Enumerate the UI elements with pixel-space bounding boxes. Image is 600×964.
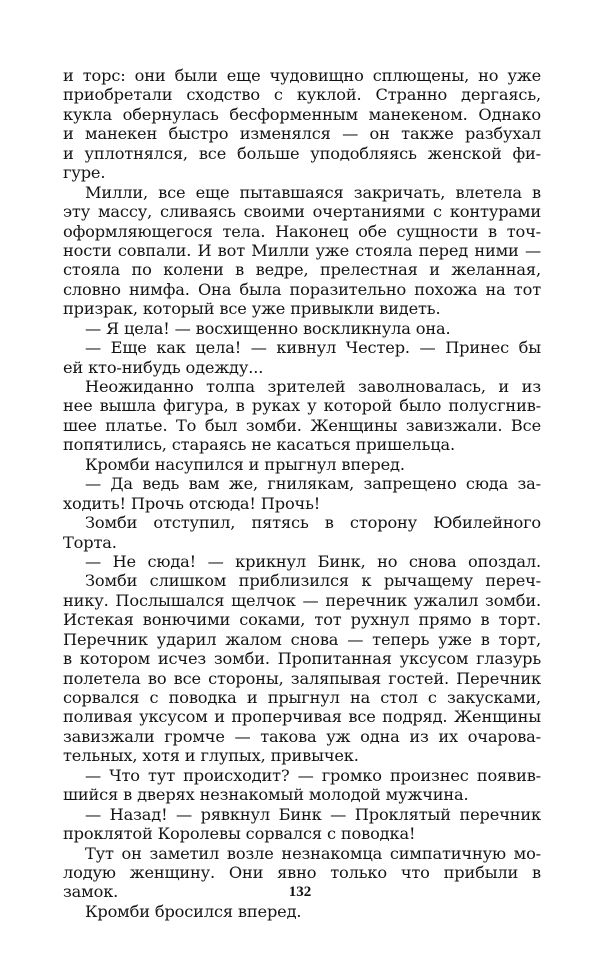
text-line: словно нимфа. Она была поразительно похожа на тот [63, 279, 541, 299]
text-line: нику. Послышался щелчок — перечник ужалил зомби. [63, 590, 541, 610]
text-line: шийся в дверях незнакомый молодой мужчина. [63, 785, 469, 805]
text-line: оформляющегося тела. Наконец обе сущности в точ- [63, 221, 541, 241]
text-line: Зомби отступил, пятясь в сторону Юбилейного [85, 513, 541, 533]
text-line: Кромби насупился и прыгнул вперед. [85, 454, 405, 474]
text-line: — Назад! — рявкнул Бинк — Проклятый перечник [85, 804, 541, 824]
text-line: Кромби бросился вперед. [85, 901, 302, 921]
text-line: ности совпали. И вот Милли уже стояла перед ними — [63, 240, 541, 260]
text-line: Милли, все еще пытавшаяся закричать, влетела в [85, 182, 541, 202]
text-line: тельных, хотя и глупых, привычек. [63, 746, 359, 766]
text-line: поливая уксусом и проперчивая все подряд. Женщины [63, 707, 541, 727]
text-line: завизжали громче — такова уж одна из их очарова- [63, 726, 541, 746]
text-line: ходить! Прочь отсюда! Прочь! [63, 493, 321, 513]
text-line: замок. [63, 882, 119, 902]
text-line: кукла обернулась бесформенным манекеном. Однако [63, 104, 541, 124]
text-line: полетела во все стороны, заляпывая гостей. Перечник [63, 668, 541, 688]
text-line: стояла по колени в ведре, прелестная и желанная, [63, 260, 541, 280]
text-line: лодую женщину. Они явно только что прибыли в [63, 862, 541, 882]
text-line: в котором исчез зомби. Пропитанная уксусом глазурь [63, 649, 541, 669]
text-line: Тут он заметил возле незнакомца симпатичную мо- [85, 843, 541, 863]
text-line: — Да ведь вам же, гнилякам, запрещено сюда за- [85, 474, 541, 494]
text-line: Перечник ударил жалом снова — теперь уже в торт, [63, 629, 541, 649]
page-body [63, 66, 541, 921]
text-line: приобретали сходство с куклой. Странно дергаясь, [63, 85, 541, 105]
text-line: призрак, который все уже привыкли видеть. [63, 299, 441, 319]
text-line: гуре. [63, 163, 106, 183]
text-line: Торта. [63, 532, 117, 552]
text-line: нее вышла фигура, в руках у которой было полусгнив- [63, 396, 541, 416]
page-number: 132 [288, 884, 312, 900]
text-line: Истекая вонючими соками, тот рухнул прямо в торт. [63, 610, 541, 630]
text-line: ей кто-нибудь одежду... [63, 357, 264, 377]
text-line: — Не сюда! — крикнул Бинк, но снова опоздал. [85, 551, 541, 571]
text-line: — Я цела! — восхищенно воскликнула она. [85, 318, 451, 338]
text-line: и уплотнялся, все больше уподобляясь женской фи- [63, 143, 541, 163]
text-line: — Что тут происходит? — громко произнес появив- [85, 765, 541, 785]
text-line: — Еще как цела! — кивнул Честер. — Принес бы [85, 338, 541, 358]
text-line: и торс: они были еще чудовищно сплющены, но уже [63, 66, 541, 85]
text-line: эту массу, сливаясь своими очертаниями с контурами [63, 202, 541, 222]
text-line: шее платье. То был зомби. Женщины завизжали. Все [63, 415, 541, 435]
text-line: сорвался с поводка и прыгнул на стол с закусками, [63, 688, 541, 707]
text-line: Неожиданно толпа зрителей заволновалась, и из [85, 377, 541, 396]
text-line: попятились, стараясь не касаться пришельца. [63, 435, 456, 455]
text-line: проклятой Королевы сорвался с поводка! [63, 824, 416, 844]
text-line: Зомби слишком приблизился к рычащему переч- [85, 571, 541, 591]
text-line: и манекен быстро изменялся — он также разбухал [63, 124, 541, 144]
